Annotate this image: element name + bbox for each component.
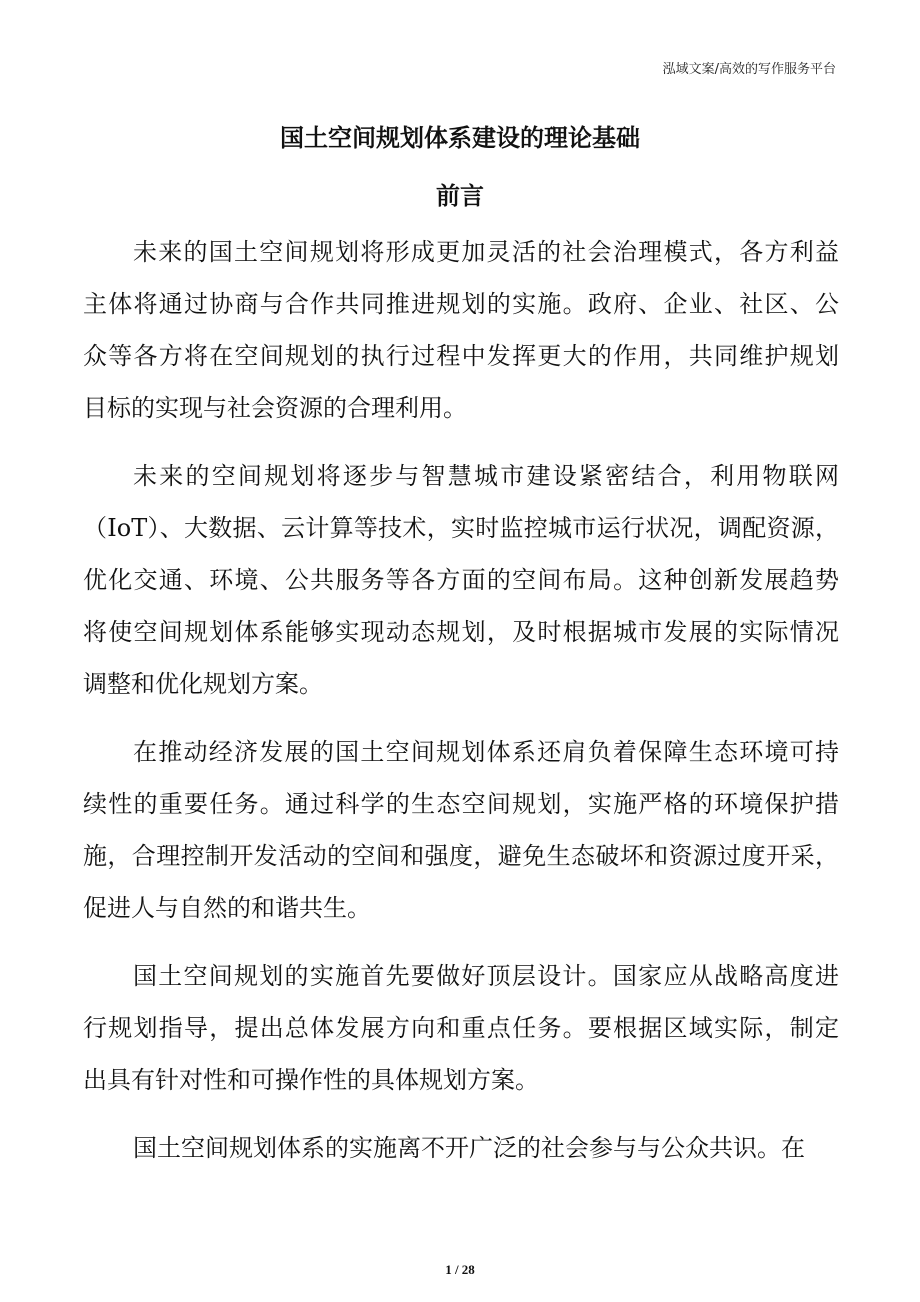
text-line: 众等各方将在空间规划的执行过程中发挥更大的作用，共同维护规划 [83, 342, 839, 370]
text-line: 续性的重要任务。通过科学的生态空间规划，实施严格的环境保护措 [83, 790, 839, 818]
paragraph [83, 450, 839, 710]
text-line: 优化交通、环境、公共服务等各方面的空间布局。这种创新发展趋势 [83, 566, 839, 594]
paragraph [83, 950, 839, 1106]
text-line: 主体将通过协商与合作共同推进规划的实施。政府、企业、社区、公 [83, 290, 839, 318]
text-line: 促进人与自然的和谐共生。 [83, 894, 371, 922]
page-number: 1 / 28 [445, 1262, 475, 1277]
document-title: 国土空间规划体系建设的理论基础 [280, 124, 640, 152]
page-header: 泓域文案/高效的写作服务平台 [662, 62, 836, 77]
text-line: 未来的空间规划将逐步与智慧城市建设紧密结合，利用物联网 [133, 462, 839, 490]
section-heading: 前言 [436, 182, 484, 210]
text-line: 国土空间规划体系的实施离不开广泛的社会参与与公众共识。在 [133, 1134, 805, 1162]
text-line: 在推动经济发展的国土空间规划体系还肩负着保障生态环境可持 [133, 738, 839, 766]
text-line: 将使空间规划体系能够实现动态规划，及时根据城市发展的实际情况 [83, 618, 839, 646]
text-line: （IoT）、大数据、云计算等技术，实时监控城市运行状况，调配资源， [83, 514, 839, 542]
text-line: 出具有针对性和可操作性的具体规划方案。 [83, 1066, 539, 1094]
paragraph [83, 226, 839, 434]
text-line: 行规划指导，提出总体发展方向和重点任务。要根据区域实际，制定 [83, 1014, 839, 1042]
paragraph [83, 1122, 839, 1174]
paragraph [83, 726, 839, 934]
text-line: 调整和优化规划方案。 [83, 670, 323, 698]
text-line: 国土空间规划的实施首先要做好顶层设计。国家应从战略高度进 [133, 962, 839, 990]
text-line: 未来的国土空间规划将形成更加灵活的社会治理模式，各方利益 [133, 238, 839, 266]
text-line: 施，合理控制开发活动的空间和强度，避免生态破坏和资源过度开采， [83, 842, 839, 870]
text-line: 目标的实现与社会资源的合理利用。 [83, 394, 467, 422]
document-body [83, 226, 839, 1190]
